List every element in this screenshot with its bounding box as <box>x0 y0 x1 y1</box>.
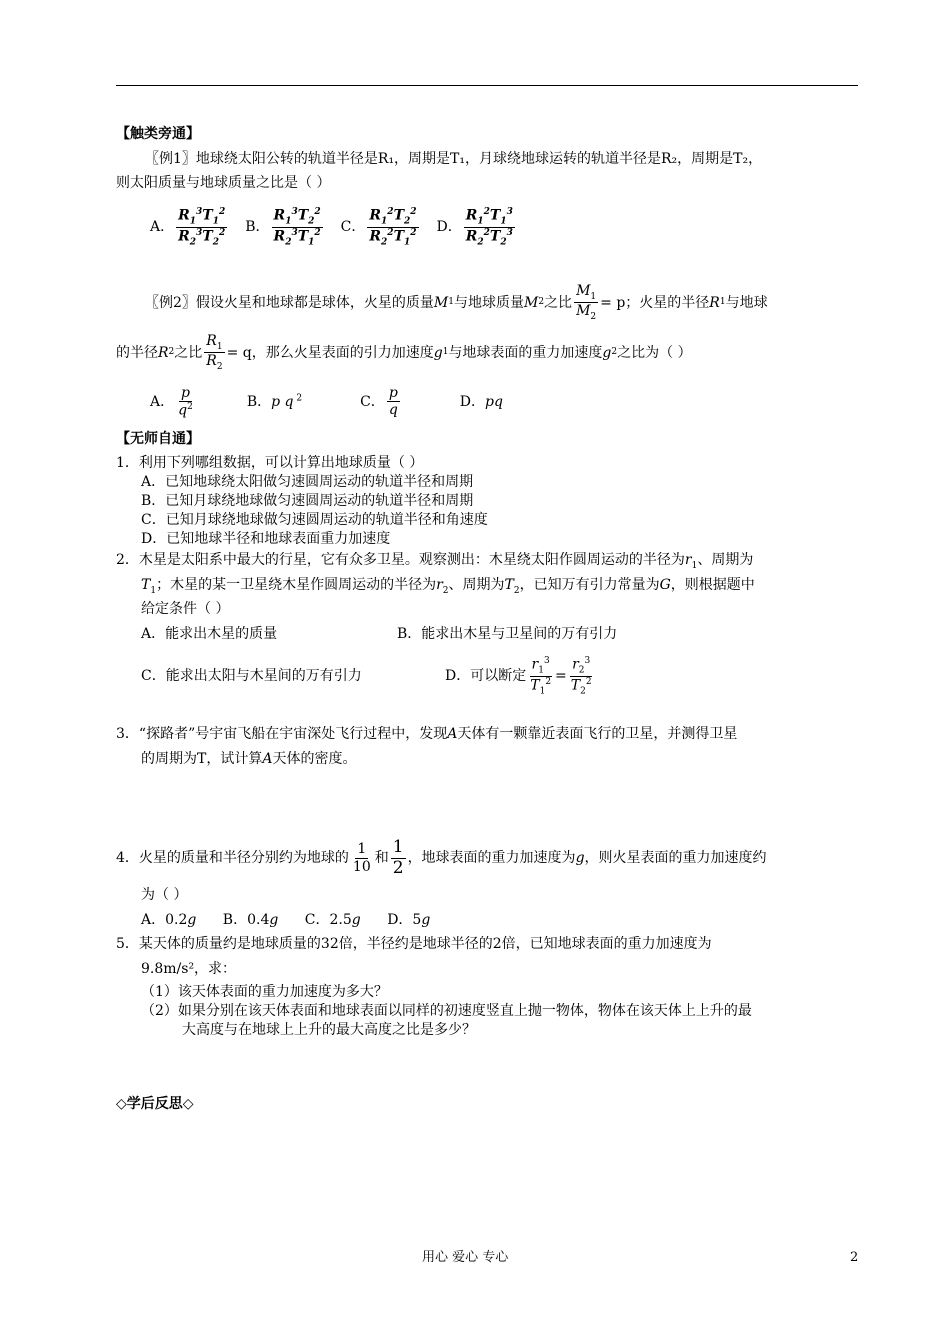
example2-line2: 的半径 R 2 之比 $\frac{R_1}{R_2}$ = q，那么火星表面的引力加速度 g 1 与地球表面的重力加速度 g 2 之比为（ ） <box>116 333 692 372</box>
option-c-label: C． <box>340 219 366 236</box>
q4-line1: 4．火星的质量和半径分别约为地球的 $\frac{1}{10}$ 和 $\frac{1}{2}$ ，地球表面的重力加速度为 g ，则火星表面的重力加速度约 <box>116 837 767 878</box>
one-tenth-fraction: $\frac{1}{10}$ <box>352 841 371 875</box>
q4-line2: 为（ ） <box>141 887 188 903</box>
option-d-formula: $\frac{R_1^2T_1^3}{R_2^2T_2^3}$ <box>465 207 513 248</box>
kepler-right-fraction: $\frac{r_2^3}{T_2^2}$ <box>570 656 592 697</box>
page-number: 2 <box>850 1250 859 1265</box>
option-d-label: D． <box>436 219 462 236</box>
q5-sub2b: 大高度与在地球上上升的最大高度之比是多少？ <box>182 1022 476 1038</box>
q1-option-b: B．已知月球绕地球做匀速圆周运动的轨道半径和周期 <box>141 493 474 509</box>
q4-options: A．0.2g B．0.4g C．2.5g D．5g <box>141 912 431 928</box>
reflection-title: ◇学后反思◇ <box>116 1096 194 1112</box>
q1-stem: 1．利用下列哪组数据，可以计算出地球质量（ ） <box>116 455 424 471</box>
section-title-wushi: 【无师自通】 <box>116 431 200 447</box>
q2-option-a: A．能求出木星的质量 <box>141 626 278 642</box>
example1-line1: 〖例1〗地球绕太阳公转的轨道半径是R₁，周期是T₁，月球绕地球运转的轨道半径是R₂，周期是T₂， <box>145 151 763 167</box>
mass-ratio-fraction: $\frac{M_1}{M_2}$ <box>576 283 597 322</box>
example1-options <box>150 207 517 248</box>
q1-option-a: A．已知地球绕太阳做匀速圆周运动的轨道半径和周期 <box>141 474 474 490</box>
q1-option-d: D．已知地球半径和地球表面重力加速度 <box>141 531 391 547</box>
footer-motto: 用心 爱心 专心 <box>422 1250 509 1265</box>
section-title-chulei: 【触类旁通】 <box>116 126 200 142</box>
option-c-formula: $\frac{R_1^2T_2^2}{R_2^2T_1^2}$ <box>369 207 417 248</box>
q3-line1: 3．“探路者”号宇宙飞船在宇宙深处飞行过程中，发现A天体有一颗靠近表面飞行的卫星，并测得卫星 <box>116 726 738 742</box>
example1-line2: 则太阳质量与地球质量之比是（ ） <box>116 175 331 191</box>
kepler-left-fraction: $\frac{r_1^3}{T_1^2}$ <box>530 656 552 697</box>
q2-line1: 2．木星是太阳系中最大的行星，它有众多卫星。观察测出：木星绕太阳作圆周运动的半径为$r_1$、周期为 <box>116 552 754 571</box>
q5-line2: 9.8m/s²，求： <box>141 961 237 977</box>
q2-line3: 给定条件（ ） <box>141 601 230 617</box>
q2-option-c: C．能求出太阳与木星间的万有引力 <box>141 668 362 684</box>
option-b-formula: $\frac{R_1^3T_2^2}{R_2^3T_1^2}$ <box>273 207 321 248</box>
q2-option-b: B．能求出木星与卫星间的万有引力 <box>397 626 618 642</box>
option-b-formula: p q $^2$ <box>271 393 303 410</box>
q5-sub1: （1）该天体表面的重力加速度为多大？ <box>141 984 388 1000</box>
option-d-formula: pq <box>485 393 503 410</box>
option-b-label: B． <box>245 219 270 236</box>
option-c-formula: $\frac{p}{q}$ <box>388 385 398 419</box>
q5-line1: 5．某天体的质量约是地球质量的32倍，半径约是地球半径的2倍，已知地球表面的重力加速度为 <box>116 936 712 952</box>
q2-option-d: D．可以断定 $\frac{r_1^3}{T_1^2}$ = $\frac{r_2^3}{T_2^2}$ <box>445 656 592 697</box>
example2-options: A． $\frac{p}{q^2}$ B． p q $^2$ C． $\frac{p}{q}$ D． pq <box>150 385 503 419</box>
option-a-formula: $\frac{R_1^3T_1^2}{R_2^3T_2^2}$ <box>178 207 226 248</box>
q2-line2: $T_1$；木星的某一卫星绕木星作圆周运动的半径为$r_2$、周期为$T_2$，已知万有引力常量为G，则根据题中 <box>141 577 755 596</box>
q1-option-c: C．已知月球绕地球做匀速圆周运动的轨道半径和角速度 <box>141 512 488 528</box>
header-rule <box>116 85 858 86</box>
example2-line1: 〖例2〗假设火星和地球都是球体，火星的质量 M 1 与地球质量 M 2 之比 $\frac{M_1}{M_2}$ = p；火星的半径 R 1 与地球 <box>145 283 768 322</box>
q3-line2: 的周期为T，试计算A天体的密度。 <box>141 751 357 767</box>
radius-ratio-fraction: $\frac{R_1}{R_2}$ <box>206 333 223 372</box>
q5-sub2a: （2）如果分别在该天体表面和地球表面以同样的初速度竖直上抛一物体，物体在该天体上上升的最 <box>141 1003 752 1019</box>
option-a-formula: $\frac{p}{q^2}$ <box>178 385 193 419</box>
option-a-label: A． <box>150 219 175 236</box>
one-half-fraction: $\frac{1}{2}$ <box>392 837 404 878</box>
